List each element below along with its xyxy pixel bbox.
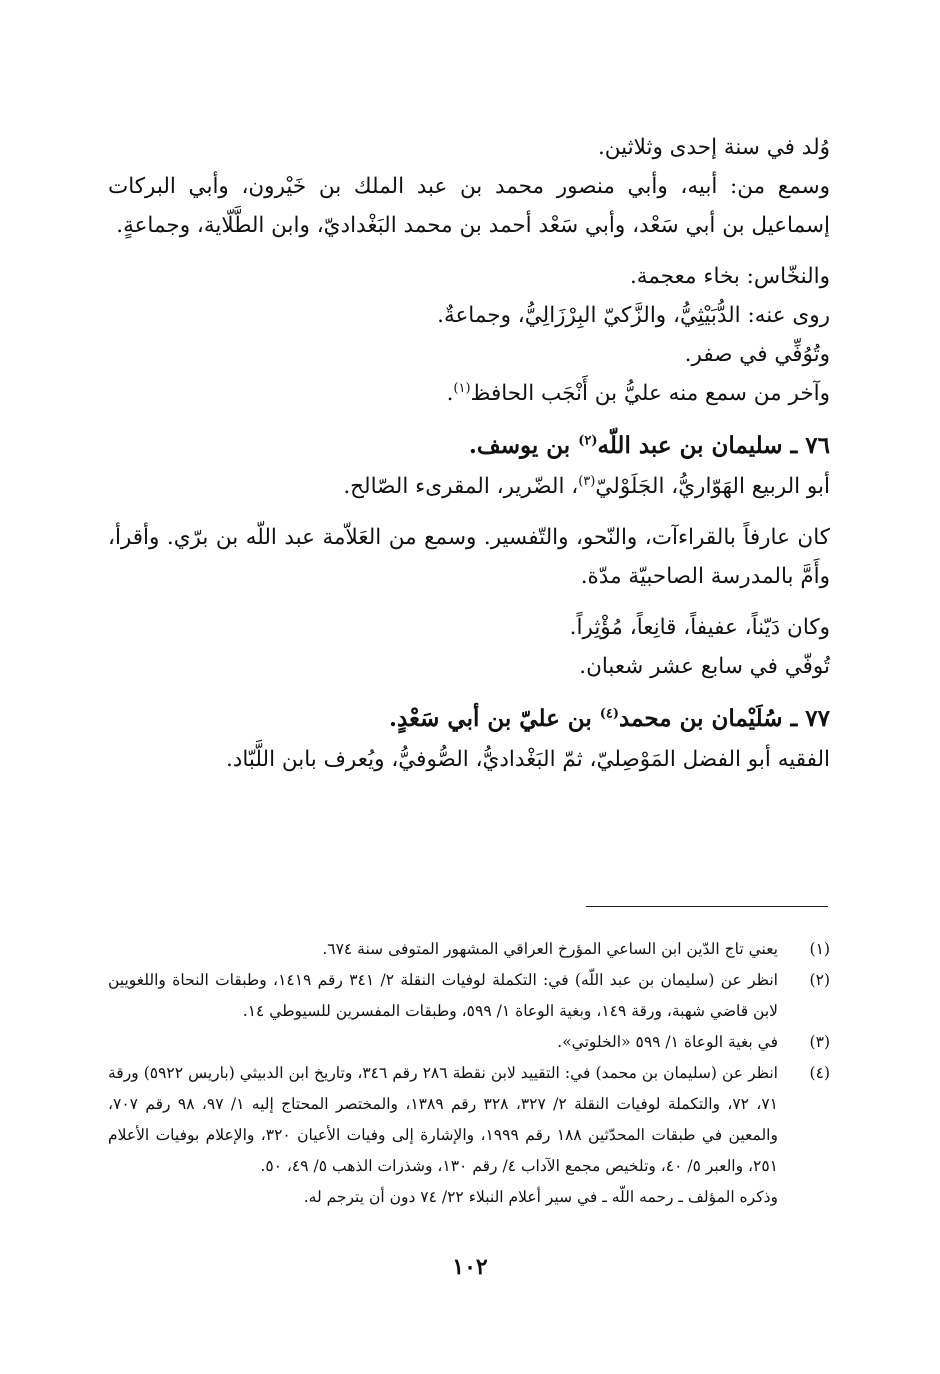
paragraph-last-student: وآخر من سمع منه عليُّ بن أَنْجَب الحافظ$^{(١)}$. — [446, 380, 830, 406]
footnote-number: (٣) — [809, 1033, 830, 1051]
footnote-2 — [108, 965, 830, 1027]
footnote-3 — [108, 1027, 830, 1058]
paragraph-teachers: وسمع من: أبيه، وأبي منصور محمد بن عبد الملك بن خَيْرون، وأبي البركات إسماعيل بن أبي سَعْد، وأبي سَعْد أحمد بن محمد البَغْداديّ، وابن الطَّلّاية، وجماعةٍ. — [108, 174, 830, 238]
footnote-4-extra: وذكره المؤلف ـ رحمه اللّه ـ في سير أعلام النبلاء ٢٢/ ٧٤ دون أن يترجم له. — [303, 1188, 778, 1206]
paragraph-narrators: روى عنه: الدُّبَيْثِيُّ، والزَّكيّ البِرْزَالِيُّ، وجماعةٌ. — [437, 303, 830, 328]
footnote-ref-4[interactable]: (٤) — [599, 706, 620, 722]
footnote-ref-2[interactable]: (٢) — [578, 433, 598, 449]
footnote-number: (٢) — [809, 971, 830, 989]
footnote-text: يعني تاج الدّين ابن الساعي المؤرخ العراقي المشهور المتوفى سنة ٦٧٤. — [322, 940, 778, 958]
footnotes — [108, 934, 830, 1213]
entry-heading-76: ٧٦ ـ سليمان بن عبد اللّه$^{(٢)}$ بن يوسف. — [468, 432, 830, 459]
footnote-divider — [586, 906, 828, 907]
paragraph-spelling-note: والنخّاس: بخاء معجمة. — [629, 264, 830, 289]
footnote-1 — [108, 934, 830, 965]
page-number: ١٠٢ — [452, 1254, 488, 1280]
paragraph-kunya-76: أبو الربيع الهَوّاريُّ، الجَلَوْليّ$^{(٣)}$، الضّرير، المقرىء الصّالح. — [343, 473, 830, 499]
footnote-text: انظر عن (سليمان بن عبد اللّه) في: التكملة لوفيات النقلة ٢/ ٣٤١ رقم ١٤١٩، وطبقات النحاة واللغويين لابن قاضي شهبة، ورقة ١٤٩، وبغية الوعاة ١/ ٥٩٩، وطبقات المفسرين للسيوطي ١٤. — [108, 971, 778, 1020]
footnote-text: في بغية الوعاة ١/ ٥٩٩ «الخلوتي». — [557, 1033, 778, 1051]
footnote-ref-1[interactable]: (١) — [453, 380, 471, 396]
paragraph-scholarship: كان عارفاً بالقراءآت، والنّحو، والتّفسير. وسمع من العَلاّمة عبد اللّه بن برّي. وأقرأ، وأَمَّ بالمدرسة الصاحبيّة مدّة. — [108, 525, 830, 589]
paragraph-kunya-77: الفقيه أبو الفضل المَوْصِليّ، ثمّ البَغْداديُّ، الصُّوفيُّ، ويُعرف بابن اللَّبّاد. — [225, 747, 830, 772]
footnote-ref-3[interactable]: (٣) — [578, 473, 596, 489]
paragraph-birth: وُلد في سنة إحدى وثلاثين. — [597, 135, 830, 160]
footnote-text: انظر عن (سليمان بن محمد) في: التقييد لابن نقطة ٢٨٦ رقم ٣٤٦، وتاريخ ابن الدبيثي (باريس ٥٩٢٢) ورقة ٧١، ٧٢، والتكملة لوفيات النقلة ٢/ ٣٢٧، ٣٢٨ رقم ١٣٨٩، والمختصر المحتاج إليه ١/ ٩٧، ٩٨ رقم ٧٠٧، والمعين في طبقات المحدّثين ١٨٨ رقم ١٩٩٩، والإشارة إلى وفيات الأعيان ٣٢٠، والإعلام بوفيات الأعلام ٢٥١، والعبر ٥/ ٤٠، وتلخيص مجمع الآداب ٤/ رقم ١٣٠، وشذرات الذهب ٥/ ٤٩، ٥٠. — [108, 1064, 778, 1175]
footnote-number: (٤) — [809, 1064, 830, 1082]
footnote-number: (١) — [809, 940, 830, 958]
paragraph-death: وتُوُفِّي في صفر. — [684, 342, 830, 367]
entry-heading-77: ٧٧ ـ سُلَيْمان بن محمد$^{(٤)}$ بن عليّ بن أبي سَعْدٍ. — [388, 705, 830, 732]
footnote-4 — [108, 1058, 830, 1182]
paragraph-death-76: تُوفّي في سابع عشر شعبان. — [579, 654, 830, 679]
paragraph-character: وكان دَيّناً، عفيفاً، قانِعاً، مُؤْثِراً. — [569, 615, 830, 640]
main-text — [108, 128, 830, 779]
